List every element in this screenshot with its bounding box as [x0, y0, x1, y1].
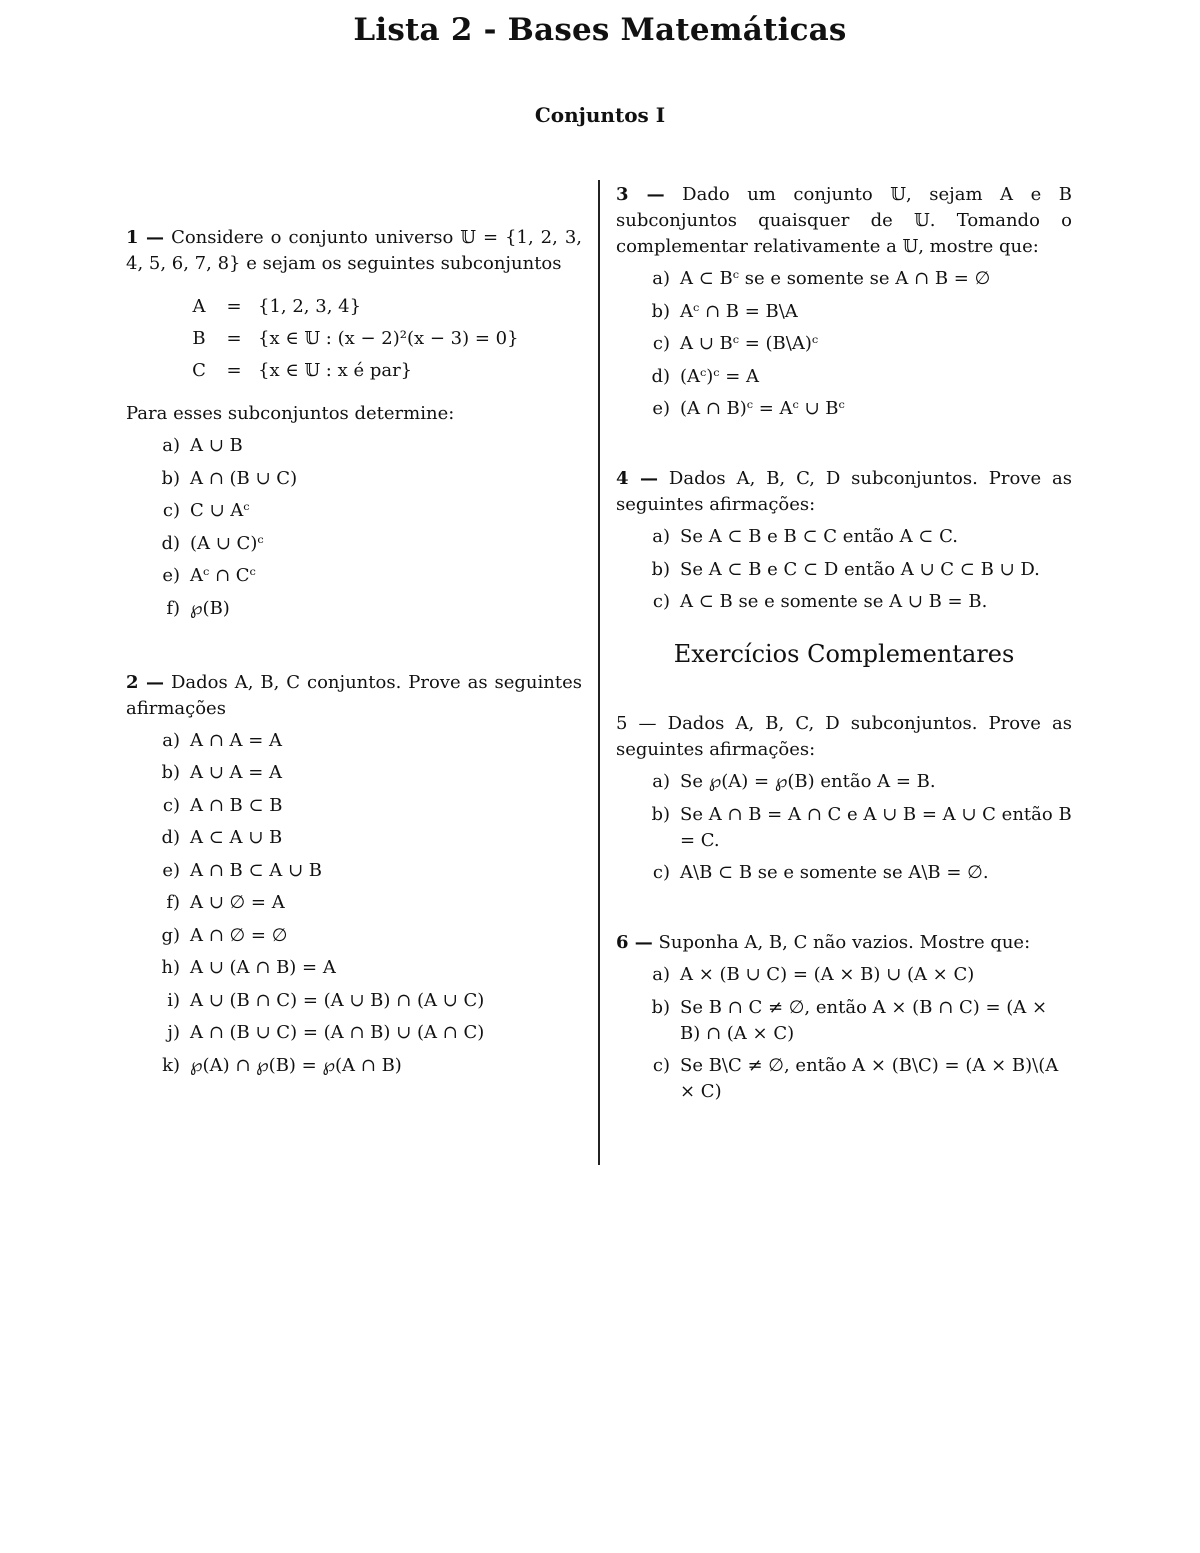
complementary-exercises-heading: Exercícios Complementares [673, 640, 1015, 668]
list-item [126, 825, 582, 851]
item-label: c) [652, 333, 670, 354]
list-item [126, 1020, 582, 1046]
definition-rhs: {1, 2, 3, 4} [258, 296, 362, 317]
list-item [126, 433, 582, 459]
problem-3-statement [616, 182, 1072, 260]
item-label: g) [161, 924, 180, 946]
definition-lhs: C [192, 360, 206, 381]
item-text: (Aᶜ)ᶜ = A [680, 365, 760, 387]
list-item [616, 299, 1072, 325]
definition-row [188, 355, 582, 387]
item-text: A ∩ (B ∪ C) = (A ∩ B) ∪ (A ∩ C) [190, 1022, 485, 1043]
item-text: A ∪ B [190, 435, 243, 456]
definition-relation: = [226, 328, 242, 349]
item-text: A\B ⊂ B se e somente se A\B = ∅. [680, 862, 989, 883]
item-text: A ∩ B ⊂ A ∪ B [190, 859, 323, 881]
list-item [616, 524, 1072, 550]
item-text: A × (B ∪ C) = (A × B) ∪ (A × C) [680, 964, 975, 985]
list-item [616, 557, 1072, 583]
list-item [616, 266, 1072, 292]
item-label: b) [651, 996, 670, 1018]
list-item [126, 793, 582, 819]
list-item [616, 396, 1072, 422]
item-text: Se A ∩ B = A ∩ C e A ∪ B = A ∪ C então B = C. [680, 803, 1072, 851]
set-definitions [188, 291, 582, 387]
list-item [126, 498, 582, 524]
problem-5-statement [616, 711, 1072, 763]
item-text: ℘(A) ∩ ℘(B) = ℘(A ∩ B) [190, 1054, 402, 1076]
item-text: A ∪ A = A [190, 762, 283, 783]
item-list [616, 266, 1072, 422]
problem-1-statement [126, 225, 582, 277]
problem-text: Dado um conjunto 𝕌, sejam A e B subconjuntos quaisquer de 𝕌. Tomando o complementar relativamente a 𝕌, mostre que: [616, 184, 1072, 257]
definition-lhs: B [192, 328, 206, 349]
item-label: e) [162, 859, 180, 881]
list-item [616, 995, 1072, 1047]
problem-2 [126, 670, 582, 1079]
item-text: Se ℘(A) = ℘(B) então A = B. [680, 771, 936, 792]
item-list [616, 524, 1072, 615]
problem-6 [616, 930, 1072, 1105]
item-text: Se B\C ≠ ∅, então A × (B\C) = (A × B)\(A × C) [680, 1055, 1059, 1102]
item-text: A ∪ (B ∩ C) = (A ∪ B) ∩ (A ∪ C) [190, 989, 485, 1011]
definition-relation: = [226, 360, 242, 381]
item-text: A ∩ (B ∪ C) [190, 467, 298, 489]
list-item [126, 858, 582, 884]
problem-number: 1 — [126, 227, 165, 248]
problem-text: Dados A, B, C, D subconjuntos. Prove as seguintes afirmações: [616, 468, 1072, 515]
item-text: Aᶜ ∩ B = B\A [680, 300, 798, 322]
item-text: Se A ⊂ B e B ⊂ C então A ⊂ C. [680, 526, 958, 547]
item-label: d) [161, 827, 180, 848]
item-label: a) [652, 964, 670, 985]
list-item [126, 596, 582, 622]
item-label: c) [652, 862, 670, 883]
item-text: A ⊂ B se e somente se A ∪ B = B. [680, 591, 988, 612]
list-item [616, 769, 1072, 795]
item-label: b) [161, 467, 180, 489]
item-text: A ∪ (A ∩ B) = A [190, 957, 336, 978]
item-text: A ∩ ∅ = ∅ [190, 924, 288, 946]
item-text: Se B ∩ C ≠ ∅, então A × (B ∩ C) = (A × B) ∩ (A × C) [680, 996, 1048, 1044]
item-label: a) [652, 526, 670, 547]
definition-rhs: {x ∈ 𝕌 : (x − 2)²(x − 3) = 0} [258, 328, 519, 349]
problem-4-statement [616, 466, 1072, 518]
list-item [126, 1053, 582, 1079]
problem-number: 3 — [616, 184, 665, 205]
item-label: d) [651, 365, 670, 387]
page-title: Lista 2 - Bases Matemáticas [353, 12, 847, 48]
problem-1 [126, 225, 582, 622]
item-label: c) [652, 591, 670, 612]
item-label: b) [651, 803, 670, 825]
problem-5 [616, 711, 1072, 886]
list-item [126, 988, 582, 1014]
item-label: a) [652, 771, 670, 792]
item-text: (A ∪ C)ᶜ [190, 532, 264, 554]
problem-text: Dados A, B, C, D subconjuntos. Prove as seguintes afirmações: [616, 713, 1072, 760]
item-list [616, 962, 1072, 1105]
column-divider [598, 180, 600, 1165]
item-text: C ∪ Aᶜ [190, 500, 250, 521]
list-item [616, 589, 1072, 615]
item-text: A ∩ B ⊂ B [190, 794, 283, 816]
item-label: e) [652, 398, 670, 419]
list-item [616, 364, 1072, 390]
problem-number: 6 — [616, 932, 653, 953]
problem-text: Considere o conjunto universo 𝕌 = {1, 2, 3, 4, 5, 6, 7, 8} e sejam os seguintes subconjuntos [126, 227, 582, 274]
item-text: A ⊂ Bᶜ se e somente se A ∩ B = ∅ [680, 268, 991, 289]
item-label: b) [161, 762, 180, 783]
section-title: Conjuntos I [534, 103, 666, 127]
item-list [126, 728, 582, 1079]
problem-2-statement [126, 670, 582, 722]
definition-relation: = [226, 296, 242, 317]
definition-row [188, 291, 582, 323]
problem-number: 2 — [126, 671, 165, 693]
list-item [126, 890, 582, 916]
list-item [126, 955, 582, 981]
item-label: i) [167, 989, 180, 1011]
item-label: c) [162, 794, 180, 816]
item-label: a) [162, 435, 180, 456]
item-list [126, 433, 582, 622]
list-item [126, 728, 582, 754]
item-label: b) [651, 558, 670, 580]
list-item [126, 531, 582, 557]
problem-1-intro: Para esses subconjuntos determine: [126, 403, 455, 424]
list-item [126, 563, 582, 589]
item-text: (A ∩ B)ᶜ = Aᶜ ∪ Bᶜ [680, 398, 845, 419]
item-label: h) [161, 957, 180, 978]
list-item [616, 802, 1072, 854]
item-label: a) [162, 729, 180, 751]
definition-lhs: A [192, 296, 206, 317]
right-column [616, 182, 1072, 1112]
list-item [616, 331, 1072, 357]
item-text: A ∪ Bᶜ = (B\A)ᶜ [680, 333, 819, 354]
problem-text: Dados A, B, C conjuntos. Prove as seguintes afirmações [126, 671, 582, 719]
item-label: f) [166, 597, 180, 619]
list-item [126, 466, 582, 492]
item-label: f) [166, 892, 180, 913]
item-label: d) [161, 532, 180, 554]
item-label: a) [652, 268, 670, 289]
item-label: k) [162, 1054, 180, 1076]
item-text: ℘(B) [190, 597, 230, 619]
list-item [616, 860, 1072, 886]
item-label: j) [167, 1022, 180, 1043]
item-text: Aᶜ ∩ Cᶜ [190, 565, 256, 586]
item-label: e) [162, 565, 180, 586]
problem-number: 5 — [616, 713, 657, 734]
list-item [126, 923, 582, 949]
problem-6-statement [616, 930, 1072, 956]
problem-number: 4 — [616, 468, 658, 489]
item-text: A ⊂ A ∪ B [190, 827, 283, 848]
left-column [126, 225, 582, 1085]
item-text: A ∪ ∅ = A [190, 892, 285, 913]
list-item [616, 962, 1072, 988]
problem-3 [616, 182, 1072, 422]
item-text: Se A ⊂ B e C ⊂ D então A ∪ C ⊂ B ∪ D. [680, 558, 1040, 580]
item-label: c) [652, 1055, 670, 1076]
item-list [616, 769, 1072, 886]
item-label: c) [162, 500, 180, 521]
item-text: A ∩ A = A [190, 729, 283, 751]
problem-4 [616, 466, 1072, 615]
problem-text: Suponha A, B, C não vazios. Mostre que: [658, 932, 1031, 953]
definition-rhs: {x ∈ 𝕌 : x é par} [258, 360, 413, 381]
item-label: b) [651, 300, 670, 322]
definition-row [188, 323, 582, 355]
list-item [616, 1053, 1072, 1105]
list-item [126, 760, 582, 786]
